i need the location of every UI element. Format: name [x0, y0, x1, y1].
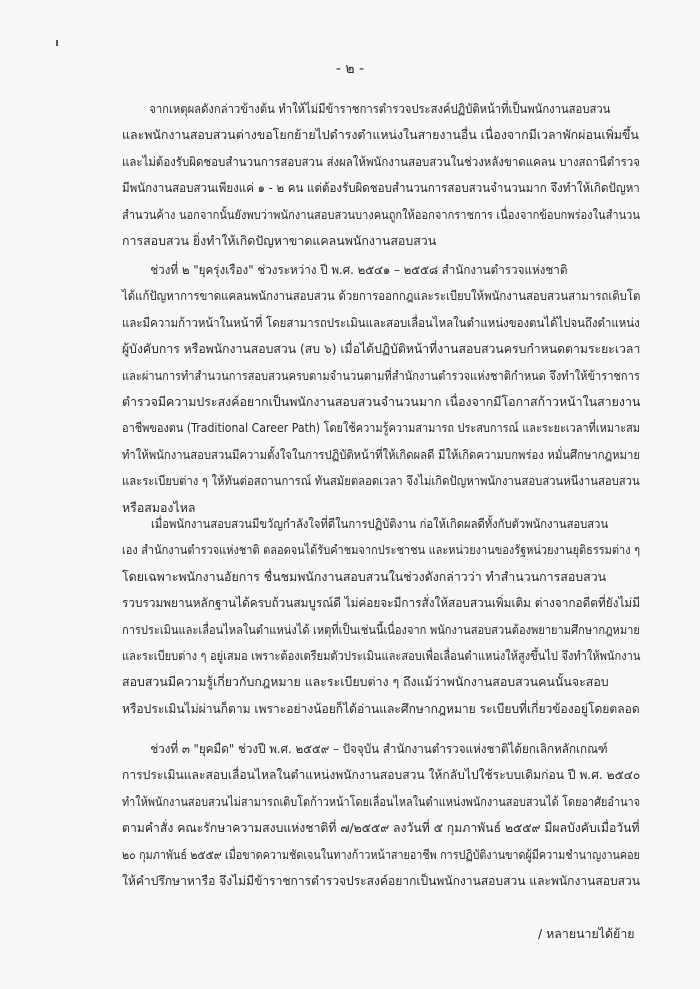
continuation-note: / หลายนายได้ย้าย [538, 926, 635, 941]
paragraph-line: และพนักงานสอบสวนต่างขอโยกย้ายไปดำรงตำแหน่งในสายงานอื่น เนื่องจากมีเวลาพักผ่อนเพิ่มขึ้น [122, 127, 639, 143]
paragraph-line: การประเมินและเลื่อนไหลในตำแหน่งได้ เหตุที่เป็นเช่นนี้เนื่องจาก พนักงานสอบสวนต้องพยายามศึกษากฎหมาย [122, 621, 640, 637]
paragraph-line: ผู้บังคับการ หรือพนักงานสอบสวน (สบ ๖) เมื่อได้ปฏิบัติหน้าที่งานสอบสวนครบกำหนดตามระยะเวลา [122, 341, 641, 357]
paragraph-line: หรือสมองไหล [122, 499, 196, 515]
paragraph-line: ตำรวจมีความประสงค์อยากเป็นพนักงานสอบสวนจำนวนมาก เนื่องจากมีโอกาสก้าวหน้าในสายงาน [122, 394, 641, 410]
paragraph-line: เอง สำนักงานตำรวจแห่งชาติ ตลอดจนได้รับคำชมจากประชาชน และหน่วยงานของรัฐหน่วยงานยุติธรรมต่าง ๆ [122, 542, 640, 558]
paragraph-line: ตามคำสั่ง คณะรักษาความสงบแห่งชาติที่ ๗/๒๕๕๙ ลงวันที่ ๕ กุมภาพันธ์ ๒๕๕๙ มีผลบังคับเมื่อวันที่ [122, 820, 640, 836]
page-number: - ๒ - [335, 61, 365, 77]
paragraph-4 [122, 736, 640, 894]
paragraph-line: และผ่านการทำสำนวนการสอบสวนครบตามจำนวนตามที่สำนักงานตำรวจแห่งชาติกำหนด จึงทำให้ข้าราชการ [122, 367, 640, 383]
paragraph-line: เมื่อพนักงานสอบสวนมีขวัญกำลังใจที่ดีในการปฏิบัติงาน ก่อให้เกิดผลดีทั้งกับตัวพนักงานสอบสวน [151, 516, 609, 531]
paragraph-line: และระเบียบต่าง ๆ อยู่เสมอ เพราะต้องเตรียมตัวประเมินและสอบเพื่อเลื่อนตำแหน่งให้สูงขึ้นไป จึงทำให้พนักงาน [122, 648, 641, 664]
paragraph-line: สอบสวนมีความรู้เกี่ยวกับกฎหมาย และระเบียบต่าง ๆ ถึงแม้ว่าพนักงานสอบสวนคนนั้นจะสอบ [122, 674, 609, 690]
paragraph-line: ได้แก้ปัญหาการขาดแคลนพนักงานสอบสวน ด้วยการออกกฎและระเบียบให้พนักงานสอบสวนสามารถเติบโต [122, 288, 641, 304]
paragraph-line: ช่วงที่ ๓ "ยุคมืด" ช่วงปี พ.ศ. ๒๕๕๙ – ปัจจุบัน สำนักงานตำรวจแห่งชาติได้ยกเลิกหลักเกณฑ์ [150, 741, 608, 756]
paragraph-line: สำนวนค้าง นอกจากนั้นยังพบว่าพนักงานสอบสวนบางคนถูกให้ออกจากราชการ เนื่องจากข้อบกพร่องในสำนวน [122, 206, 640, 222]
paragraph-line: รวบรวมพยานหลักฐานได้ครบถ้วนสมบูรณ์ดี ไม่ค่อยจะมีการสั่งให้สอบสวนเพิ่มเติม ต่างจากอดีตที่ยังไม่มี [122, 595, 640, 611]
paragraph-line: อาชีพของตน (Traditional Career Path) โดยใช้ความรู้ความสามารถ ประสบการณ์ และระยะเวลาที่เหมาะสม [122, 420, 641, 436]
paragraph-line: ทำให้พนักงานสอบสวนไม่สามารถเติบโตก้าวหน้าโดยเลื่อนไหลในตำแหน่งพนักงานสอบสวนได้ โดยอาศัยอำนาจ [122, 793, 641, 809]
paragraph-line: ช่วงที่ ๒ "ยุครุ่งเรือง" ช่วงระหว่าง ปี พ.ศ. ๒๕๔๑ – ๒๕๕๘ สำนักงานตำรวจแห่งชาติ [150, 262, 568, 277]
paragraph-line: หรือประเมินไม่ผ่านก็ตาม เพราะอย่างน้อยก็ได้อ่านและศึกษากฎหมาย ระเบียบที่เกี่ยวข้องอยู่โดยตลอด [122, 700, 640, 716]
paragraph-line: และระเบียบต่าง ๆ ให้ทันต่อสถานการณ์ ทันสมัยตลอดเวลา จึงไม่เกิดปัญหาพนักงานสอบสวนหนีงานสอบสวน [122, 473, 640, 489]
paragraph-line: มีพนักงานสอบสวนเพียงแค่ ๑ - ๒ คน แต่ต้องรับผิดชอบสำนวนการสอบสวนจำนวนมาก จึงทำให้เกิดปัญหา [122, 180, 640, 196]
paragraph-line: การประเมินและสอบเลื่อนไหลในตำแหน่งพนักงานสอบสวน ให้กลับไปใช้ระบบเดิมก่อน ปี พ.ศ. ๒๕๔๐ [122, 767, 641, 783]
paragraph-line: โดยเฉพาะพนักงานอัยการ ชื่นชมพนักงานสอบสวนในช่วงดังกล่าวว่า ทำสำนวนการสอบสวน [122, 568, 607, 584]
scan-mark [56, 40, 58, 46]
paragraph-1 [122, 96, 640, 254]
paragraph-line: ให้คำปรึกษาหารือ จึงไม่มีข้าราชการตำรวจประสงค์อยากเป็นพนักงานสอบสวน และพนักงานสอบสวน [122, 873, 641, 889]
paragraph-line: จากเหตุผลดังกล่าวข้างต้น ทำให้ไม่มีข้าราชการตำรวจประสงค์ปฏิบัติหน้าที่เป็นพนักงานสอบสวน [149, 101, 611, 116]
paragraph-line: และมีความก้าวหน้าในหน้าที่ โดยสามารถประเมินและสอบเลื่อนไหลในตำแหน่งของตนได้ไปจนถึงตำแหน่ง [122, 314, 640, 330]
paragraph-line: ทำให้พนักงานสอบสวนมีความตั้งใจในการปฏิบัติหน้าที่ให้เกิดผลดี มีให้เกิดความบกพร่อง หมั่นศึกษากฎหมาย [122, 446, 640, 462]
paragraph-3 [122, 511, 640, 722]
paragraph-2 [122, 257, 640, 521]
paragraph-line: และไม่ต้องรับผิดชอบสำนวนการสอบสวน ส่งผลให้พนักงานสอบสวนในช่วงหลังขาดแคลน บางสถานีตำรวจ [122, 153, 640, 169]
paragraph-line: การสอบสวน ยิ่งทำให้เกิดปัญหาขาดแคลนพนักงานสอบสวน [122, 233, 437, 249]
paragraph-line: ๒๐ กุมภาพันธ์ ๒๕๕๙ เมื่อขาดความชัดเจนในทางก้าวหน้าสายอาชีพ การปฏิบัติงานขาดผู้มีความชำนาญงานคอย [122, 846, 640, 862]
